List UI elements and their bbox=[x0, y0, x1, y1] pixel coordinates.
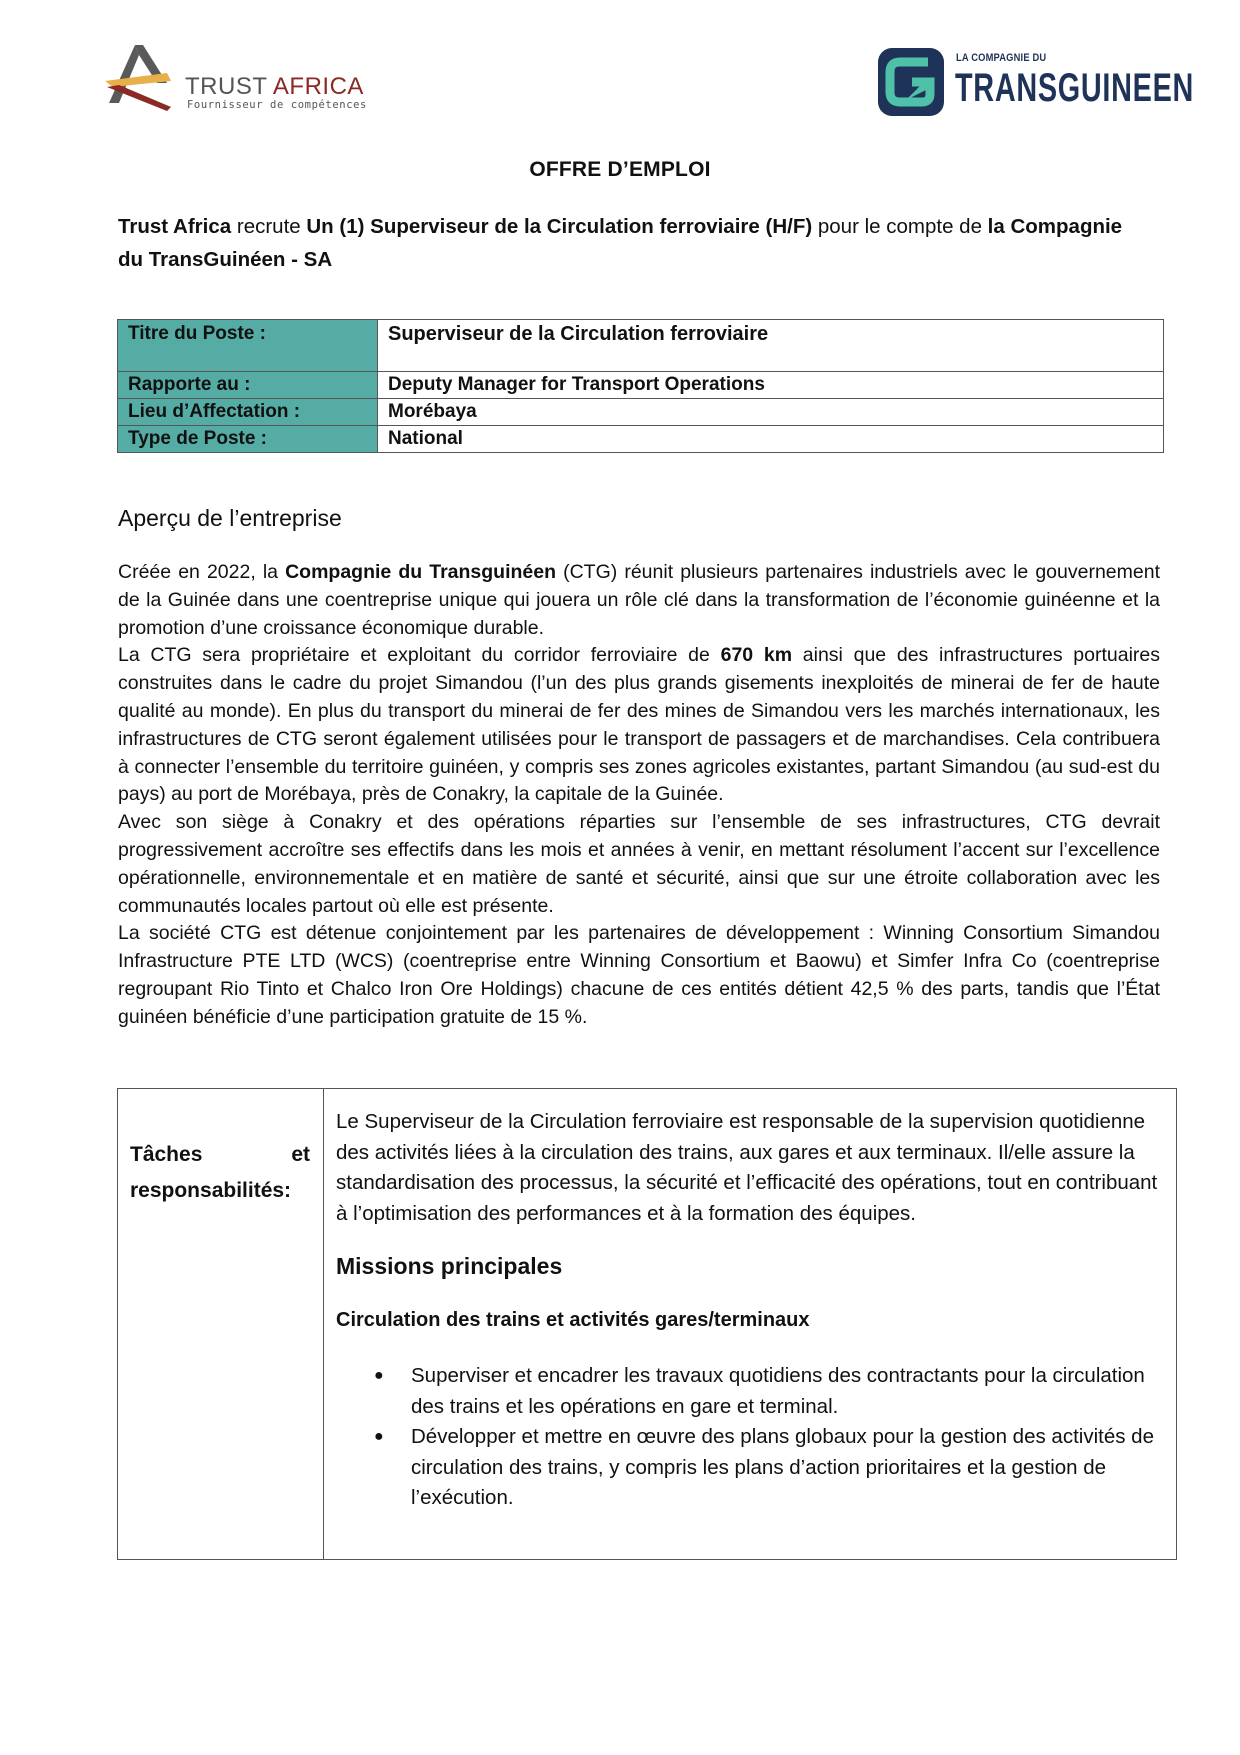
paragraph: Créée en 2022, la Compagnie du Transguinéen (CTG) réunit plusieurs partenaires industriels avec le gouvernement de la Guinée dans une coentreprise unique qui jouera un rôle clé dans la transformation de l’économie guinéenne et la promotion d’une croissance économique durable. bbox=[118, 561, 1160, 639]
transguineen-g-icon bbox=[878, 48, 944, 116]
missions-subheading: Circulation des trains et activités gares/terminaux bbox=[336, 1309, 810, 1331]
bullet-icon: ● bbox=[374, 1428, 384, 1445]
page-title: OFFRE D’EMPLOI bbox=[529, 158, 711, 181]
table-row bbox=[118, 320, 1164, 372]
bullet-icon: ● bbox=[374, 1367, 384, 1384]
paragraph: Avec son siège à Conakry et des opérations réparties sur l’ensemble de ses infrastructures, CTG devrait progressivement accroître ses effectifs dans les mois et années à venir, en mettant résolument l’accent sur l’excellence opérationnelle, environnementale et en matière de santé et sécurité, ainsi que sur une étroite collaboration avec les communautés locales partout où elle est présente. bbox=[118, 811, 1160, 917]
row-label: Type de Poste : bbox=[118, 426, 378, 453]
tasks-content-cell bbox=[336, 1107, 1166, 1514]
tasks-table bbox=[117, 1088, 1177, 1560]
transguineen-wordmark: TRANSGUINEEN bbox=[955, 66, 1195, 110]
row-value: Superviseur de la Circulation ferroviaire bbox=[378, 320, 1164, 372]
missions-list bbox=[336, 1361, 1166, 1514]
row-label: Lieu d’Affectation : bbox=[118, 399, 378, 426]
trust-africa-wordmark: TRUST AFRICA bbox=[185, 73, 364, 100]
table-row bbox=[118, 399, 1164, 426]
tasks-label: Tâches et responsabilités: bbox=[130, 1143, 310, 1202]
list-item: ● Développer et mettre en œuvre des plans globaux pour la gestion des activités de circulation des trains, y compris les plans d’action prioritaires et la gestion de l’exécution. bbox=[336, 1422, 1166, 1514]
paragraph: La société CTG est détenue conjointement par les partenaires de développement : Winning Consortium Simandou Infrastructure PTE LTD (WCS) (coentreprise entre Winning Consortium et Baowu) et Simfer Infra Co (coentreprise regroupant Rio Tinto et Chalco Iron Ore Holdings) chacune de ces entités détient 42,5 % des parts, tandis que l’État guinéen bénéficie d’une participation gratuite de 15 %. bbox=[118, 922, 1160, 1028]
row-label: Rapporte au : bbox=[118, 372, 378, 399]
tasks-label-cell bbox=[118, 1089, 324, 1559]
tasks-description: Le Superviseur de la Circulation ferroviaire est responsable de la supervision quotidienne des activités liées à la circulation des trains, aux gares et aux terminaux. Il/elle assure la standardisation des processus, la sécurité et l’efficacité des opérations, tout en contribuant à l’optimisation des performances et à la formation des équipes. bbox=[336, 1110, 1158, 1225]
row-label: Titre du Poste : bbox=[118, 320, 378, 372]
trust-africa-logo bbox=[105, 45, 395, 125]
trust-africa-emblem-icon bbox=[105, 45, 185, 117]
transguineen-logo bbox=[878, 48, 1195, 120]
paragraph: La CTG sera propriétaire et exploitant du corridor ferroviaire de 670 km ainsi que des infrastructures portuaires construites dans le cadre du projet Simandou (l’un des plus grands gisements inexploités de minerai de fer de haute qualité au monde). En plus du transport du minerai de fer des mines de Simandou vers les marchés internationaux, les infrastructures de CTG seront également utilisées pour le transport de passagers et de marchandises. Cela contribuera à connecter l’ensemble du territoire guinéen, y compris ses zones agricoles existantes, partant Simandou (au sud-est du pays) au port de Morébaya, près de Conakry, la capitale de la Guinée. bbox=[118, 644, 1161, 806]
trust-africa-tagline: Fournisseur de compétences bbox=[187, 99, 367, 111]
row-value: Morébaya bbox=[378, 399, 1164, 426]
missions-heading: Missions principales bbox=[336, 1253, 563, 1279]
table-row bbox=[118, 426, 1164, 453]
row-value: Deputy Manager for Transport Operations bbox=[378, 372, 1164, 399]
job-info-table bbox=[117, 319, 1164, 453]
intro-paragraph: Trust Africa recrute Un (1) Superviseur de la Circulation ferroviaire (H/F) pour le compte de la Compagnie du TransGuinéen - SA bbox=[118, 215, 1123, 271]
company-overview-heading: Aperçu de l’entreprise bbox=[118, 505, 342, 531]
transguineen-small-text: LA COMPAGNIE DU bbox=[956, 52, 1047, 64]
table-row bbox=[118, 372, 1164, 399]
company-overview-text bbox=[118, 559, 1160, 1032]
list-item: ● Superviser et encadrer les travaux quotidiens des contractants pour la circulation des trains et les opérations en gare et terminal. bbox=[336, 1361, 1166, 1422]
row-value: National bbox=[378, 426, 1164, 453]
